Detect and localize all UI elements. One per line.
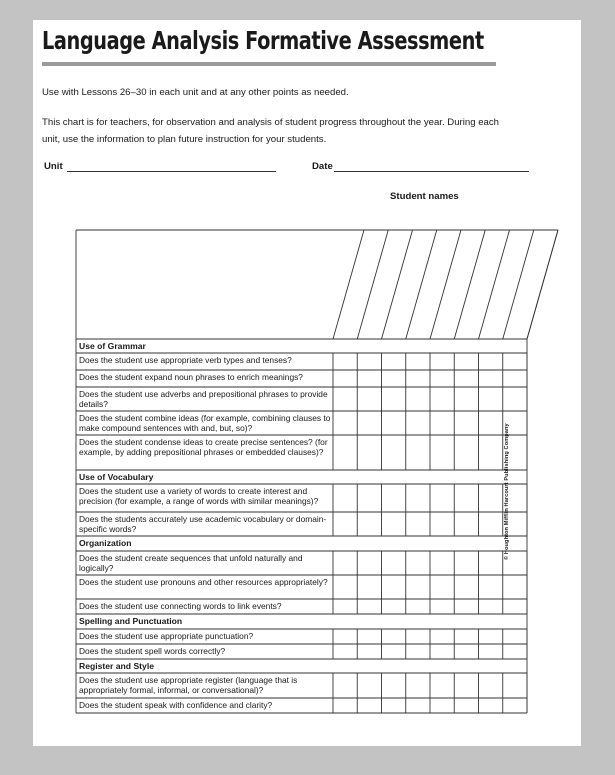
student-response-cell[interactable] bbox=[334, 513, 357, 536]
student-response-cell[interactable] bbox=[334, 552, 357, 575]
student-response-cell[interactable] bbox=[358, 576, 381, 599]
section-heading: Use of Vocabulary bbox=[79, 472, 154, 482]
student-response-cell[interactable] bbox=[382, 412, 405, 435]
student-response-cell[interactable] bbox=[406, 485, 429, 512]
student-response-cell[interactable] bbox=[431, 645, 454, 659]
student-header-right-edge bbox=[527, 230, 558, 339]
student-response-cell[interactable] bbox=[358, 674, 381, 698]
copyright-notice: © Houghton Mifflin Harcourt Publishing Company bbox=[504, 423, 510, 560]
student-response-cell[interactable] bbox=[479, 354, 502, 370]
section-heading: Use of Grammar bbox=[79, 341, 146, 351]
student-response-cell[interactable] bbox=[334, 371, 357, 387]
question-text: Does the student use pronouns and other resources appropriately? bbox=[79, 576, 328, 587]
page-title: Language Analysis Formative Assessment bbox=[42, 26, 484, 55]
student-response-cell[interactable] bbox=[431, 436, 454, 470]
student-name-divider bbox=[382, 230, 413, 339]
question-text: Does the student use appropriate punctuation? bbox=[79, 630, 254, 641]
student-response-cell[interactable] bbox=[358, 699, 381, 713]
student-name-divider bbox=[406, 230, 437, 339]
student-response-cell[interactable] bbox=[358, 485, 381, 512]
student-response-cell[interactable] bbox=[358, 436, 381, 470]
student-response-cell[interactable] bbox=[431, 412, 454, 435]
student-response-cell[interactable] bbox=[455, 552, 478, 575]
student-response-cell[interactable] bbox=[382, 630, 405, 644]
student-response-cell[interactable] bbox=[479, 388, 502, 411]
question-text: Does the students accurately use academic vocabulary or domain-specific words? bbox=[79, 513, 327, 534]
student-response-cell[interactable] bbox=[358, 645, 381, 659]
question-text: Does the student use adverbs and prepositional phrases to provide details? bbox=[79, 388, 328, 409]
student-response-cell[interactable] bbox=[406, 513, 429, 536]
student-response-cell[interactable] bbox=[406, 645, 429, 659]
student-response-cell[interactable] bbox=[334, 630, 357, 644]
student-response-cell[interactable] bbox=[358, 552, 381, 575]
student-response-cell[interactable] bbox=[503, 371, 526, 387]
student-response-cell[interactable] bbox=[334, 600, 357, 614]
question-text: Does the student use appropriate verb types and tenses? bbox=[79, 354, 292, 365]
student-response-cell[interactable] bbox=[406, 412, 429, 435]
unit-label: Unit bbox=[44, 161, 63, 172]
student-name-divider bbox=[479, 230, 510, 339]
student-response-cell[interactable] bbox=[358, 354, 381, 370]
student-response-cell[interactable] bbox=[382, 699, 405, 713]
student-response-cell[interactable] bbox=[406, 630, 429, 644]
student-response-cell[interactable] bbox=[455, 645, 478, 659]
student-response-cell[interactable] bbox=[455, 630, 478, 644]
student-response-cell[interactable] bbox=[358, 513, 381, 536]
question-text: Does the student spell words correctly? bbox=[79, 645, 226, 656]
section-heading: Spelling and Punctuation bbox=[79, 616, 183, 626]
student-response-cell[interactable] bbox=[479, 436, 502, 470]
question-text: Does the student create sequences that unfold naturally and logically? bbox=[79, 552, 303, 573]
student-response-cell[interactable] bbox=[503, 576, 526, 599]
description-text: This chart is for teachers, for observation and analysis of student progress throughout the year. During each unit, use the information to plan future instruction for your students. bbox=[42, 117, 500, 145]
student-response-cell[interactable] bbox=[358, 630, 381, 644]
student-response-cell[interactable] bbox=[479, 412, 502, 435]
student-response-cell[interactable] bbox=[431, 513, 454, 536]
student-response-cell[interactable] bbox=[455, 412, 478, 435]
student-name-divider bbox=[454, 230, 485, 339]
student-response-cell[interactable] bbox=[503, 645, 526, 659]
student-response-cell[interactable] bbox=[334, 354, 357, 370]
student-response-cell[interactable] bbox=[431, 388, 454, 411]
date-label: Date bbox=[312, 161, 333, 172]
question-text: Does the student speak with confidence and clarity? bbox=[79, 699, 273, 710]
student-response-cell[interactable] bbox=[479, 674, 502, 698]
student-response-cell[interactable] bbox=[503, 630, 526, 644]
student-response-cell[interactable] bbox=[382, 388, 405, 411]
question-text: Does the student use a variety of words to create interest and precision (for example, a range of words with similar meanings)? bbox=[79, 485, 319, 506]
student-response-cell[interactable] bbox=[431, 630, 454, 644]
student-response-cell[interactable] bbox=[431, 576, 454, 599]
student-response-cell[interactable] bbox=[431, 674, 454, 698]
question-text: Does the student expand noun phrases to enrich meanings? bbox=[79, 371, 303, 382]
student-response-cell[interactable] bbox=[382, 674, 405, 698]
student-response-cell[interactable] bbox=[406, 699, 429, 713]
student-response-cell[interactable] bbox=[455, 436, 478, 470]
student-response-cell[interactable] bbox=[455, 600, 478, 614]
student-response-cell[interactable] bbox=[455, 485, 478, 512]
student-response-cell[interactable] bbox=[455, 388, 478, 411]
student-response-cell[interactable] bbox=[406, 600, 429, 614]
student-response-cell[interactable] bbox=[431, 600, 454, 614]
student-name-divider bbox=[430, 230, 461, 339]
student-response-cell[interactable] bbox=[455, 513, 478, 536]
student-response-cell[interactable] bbox=[479, 371, 502, 387]
question-text: Does the student condense ideas to create precise sentences? (for example, by adding prepositional phrases or embedded clauses)? bbox=[79, 436, 328, 457]
student-response-cell[interactable] bbox=[358, 371, 381, 387]
section-heading: Register and Style bbox=[79, 661, 154, 671]
student-response-cell[interactable] bbox=[479, 699, 502, 713]
student-response-cell[interactable] bbox=[431, 485, 454, 512]
student-response-cell[interactable] bbox=[455, 576, 478, 599]
student-response-cell[interactable] bbox=[334, 645, 357, 659]
student-response-cell[interactable] bbox=[406, 576, 429, 599]
student-response-cell[interactable] bbox=[455, 674, 478, 698]
student-response-cell[interactable] bbox=[503, 674, 526, 698]
student-response-cell[interactable] bbox=[431, 371, 454, 387]
student-response-cell[interactable] bbox=[479, 600, 502, 614]
student-response-cell[interactable] bbox=[382, 552, 405, 575]
student-response-cell[interactable] bbox=[503, 388, 526, 411]
student-response-cell[interactable] bbox=[406, 552, 429, 575]
student-name-divider bbox=[503, 230, 534, 339]
student-names-label: Student names bbox=[390, 191, 459, 202]
student-response-cell[interactable] bbox=[334, 576, 357, 599]
question-text: Does the student use appropriate register (language that is appropriately formal, informal, or conversational)? bbox=[79, 674, 298, 695]
student-response-cell[interactable] bbox=[358, 600, 381, 614]
student-response-cell[interactable] bbox=[503, 699, 526, 713]
student-response-cell[interactable] bbox=[406, 674, 429, 698]
student-response-cell[interactable] bbox=[479, 630, 502, 644]
student-response-cell[interactable] bbox=[479, 552, 502, 575]
student-response-cell[interactable] bbox=[455, 354, 478, 370]
student-response-cell[interactable] bbox=[334, 699, 357, 713]
student-response-cell[interactable] bbox=[382, 371, 405, 387]
student-response-cell[interactable] bbox=[479, 513, 502, 536]
section-heading: Organization bbox=[79, 538, 132, 548]
question-text: Does the student combine ideas (for example, combining clauses to make compound sentences with and, but, so)? bbox=[79, 412, 331, 433]
student-name-divider bbox=[333, 230, 364, 339]
student-response-cell[interactable] bbox=[479, 485, 502, 512]
student-response-cell[interactable] bbox=[358, 412, 381, 435]
student-response-cell[interactable] bbox=[406, 388, 429, 411]
student-response-cell[interactable] bbox=[334, 412, 357, 435]
student-response-cell[interactable] bbox=[382, 600, 405, 614]
intro-text: Use with Lessons 26–30 in each unit and at any other points as needed. bbox=[42, 87, 349, 98]
student-response-cell[interactable] bbox=[334, 436, 357, 470]
student-response-cell[interactable] bbox=[382, 645, 405, 659]
student-response-cell[interactable] bbox=[406, 371, 429, 387]
student-response-cell[interactable] bbox=[382, 576, 405, 599]
student-response-cell[interactable] bbox=[406, 354, 429, 370]
student-response-cell[interactable] bbox=[431, 354, 454, 370]
student-response-cell[interactable] bbox=[406, 436, 429, 470]
question-text: Does the student use connecting words to link events? bbox=[79, 600, 282, 611]
student-response-cell[interactable] bbox=[382, 354, 405, 370]
student-response-cell[interactable] bbox=[334, 485, 357, 512]
student-name-divider bbox=[357, 230, 388, 339]
student-response-cell[interactable] bbox=[334, 674, 357, 698]
student-response-cell[interactable] bbox=[382, 513, 405, 536]
student-response-cell[interactable] bbox=[479, 576, 502, 599]
student-response-cell[interactable] bbox=[382, 436, 405, 470]
student-response-cell[interactable] bbox=[503, 354, 526, 370]
student-response-cell[interactable] bbox=[503, 600, 526, 614]
student-response-cell[interactable] bbox=[455, 699, 478, 713]
student-response-cell[interactable] bbox=[431, 552, 454, 575]
student-response-cell[interactable] bbox=[455, 371, 478, 387]
student-response-cell[interactable] bbox=[431, 699, 454, 713]
student-response-cell[interactable] bbox=[334, 388, 357, 411]
student-response-cell[interactable] bbox=[382, 485, 405, 512]
student-response-cell[interactable] bbox=[479, 645, 502, 659]
student-response-cell[interactable] bbox=[358, 388, 381, 411]
